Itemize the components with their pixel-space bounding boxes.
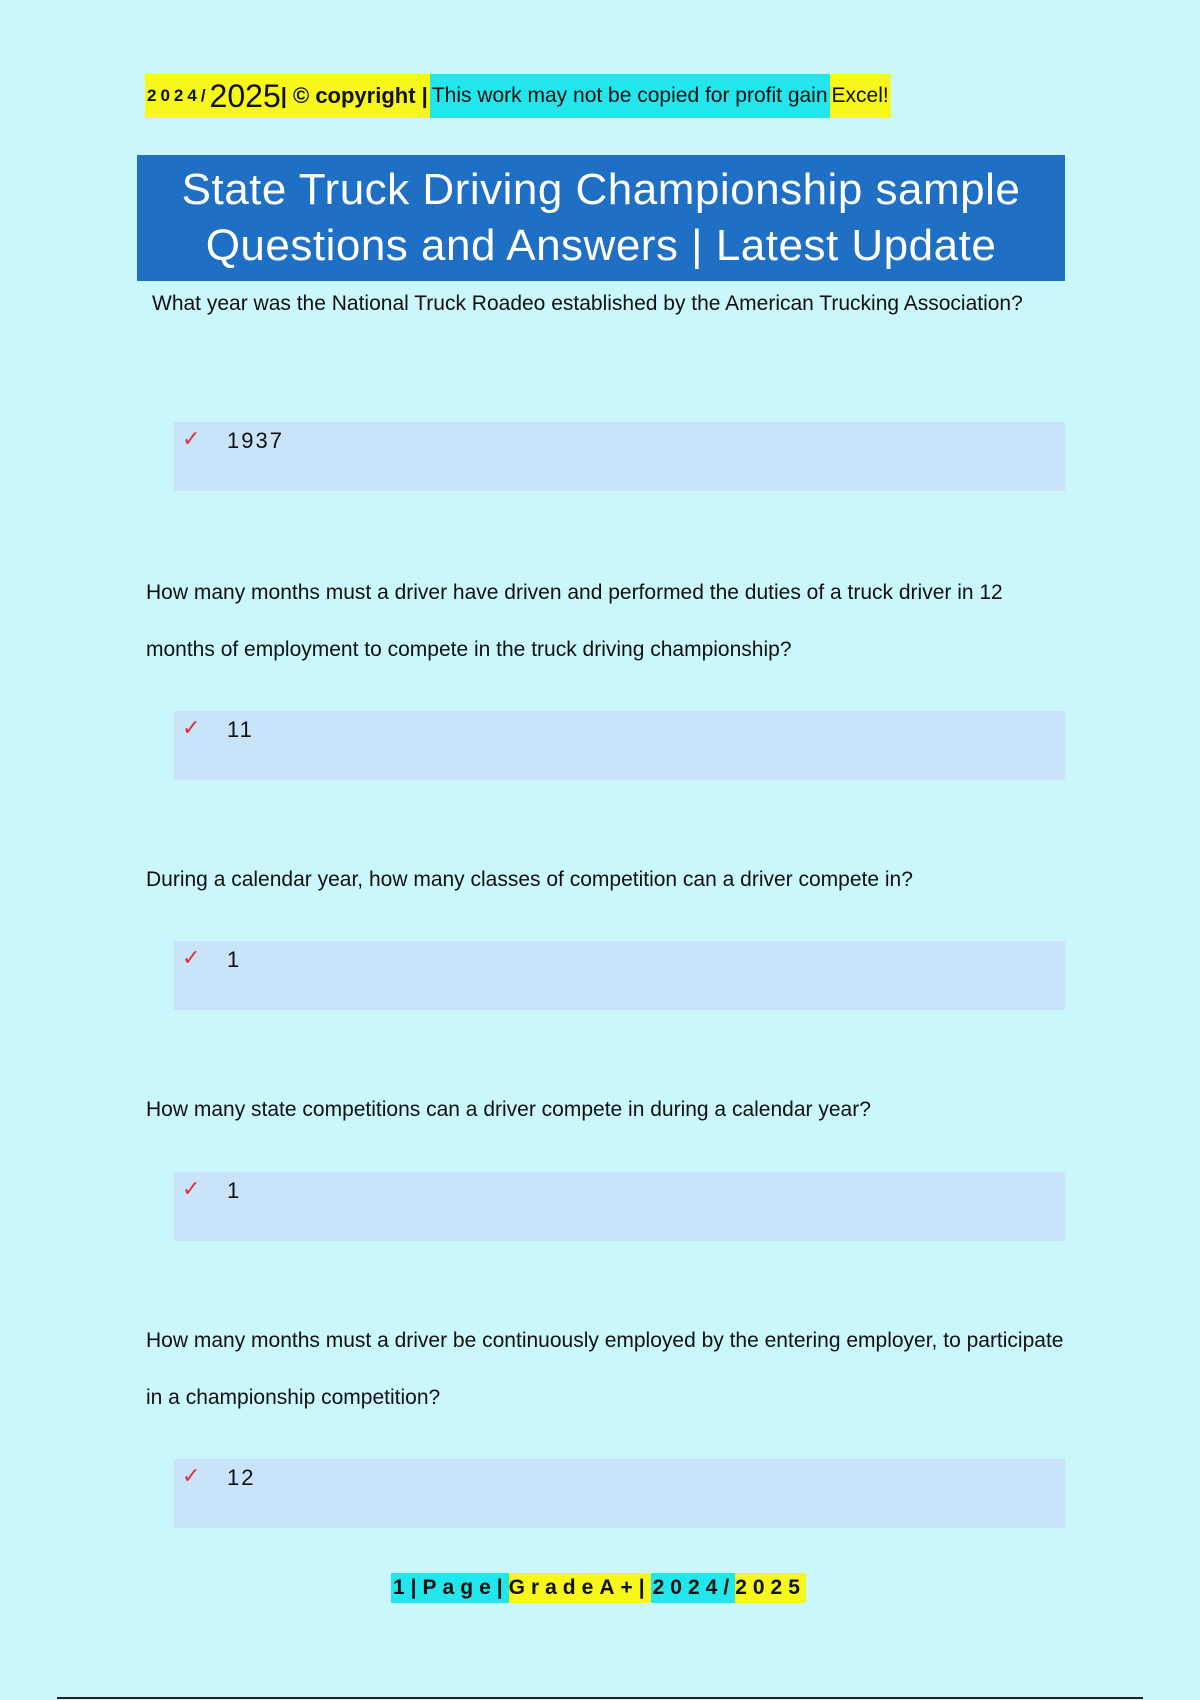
answer-1: 1937 (227, 428, 284, 453)
check-icon: ✓ (182, 946, 201, 971)
question-3: During a calendar year, how many classes of competition can a driver compete in? (146, 868, 913, 891)
answer-3: 1 (227, 947, 242, 972)
footer-page: 1|Page| (391, 1573, 509, 1603)
check-icon: ✓ (182, 427, 201, 452)
header-excel: Excel! (830, 74, 891, 118)
header-year: 2025 (209, 77, 281, 114)
answer-4: 1 (227, 1178, 242, 1203)
check-icon: ✓ (182, 1464, 201, 1489)
header-notice: This work may not be copied for profit gain (430, 74, 830, 118)
header-year-highlight (145, 74, 430, 118)
title-line-1: State Truck Driving Championship sample (181, 165, 1021, 214)
check-icon: ✓ (182, 1177, 201, 1202)
answer-2: 11 (227, 717, 254, 742)
title-line-2: Questions and Answers | Latest Update (205, 221, 997, 270)
footer-year-2: 2025 (735, 1573, 806, 1603)
question-1: What year was the National Truck Roadeo established by the American Trucking Association? (152, 292, 1023, 315)
footer-grade: GradeA+| (509, 1573, 651, 1603)
footer-year-1: 2024/ (651, 1573, 736, 1603)
answer-5: 12 (227, 1465, 256, 1490)
page-footer (391, 1573, 806, 1603)
answer-box-2 (174, 711, 1065, 780)
bottom-divider (57, 1697, 1143, 1699)
header-year-prefix: 2024/ (147, 86, 210, 105)
answer-box-1 (174, 422, 1065, 491)
answer-box-4 (174, 1172, 1065, 1241)
answer-box-3 (174, 941, 1065, 1010)
check-icon: ✓ (182, 716, 201, 741)
header-copyright: | © copyright | (280, 83, 428, 108)
question-2: How many months must a driver have driven and performed the duties of a truck driver in 12 months of employment to compete in the truck driving championship? (146, 581, 1003, 661)
copyright-header (145, 76, 891, 116)
answer-box-5 (174, 1459, 1065, 1528)
document-title (137, 155, 1065, 281)
question-4: How many state competitions can a driver compete in during a calendar year? (146, 1098, 871, 1121)
question-5: How many months must a driver be continuously employed by the entering employer, to participate in a championship competition? (146, 1329, 1064, 1409)
